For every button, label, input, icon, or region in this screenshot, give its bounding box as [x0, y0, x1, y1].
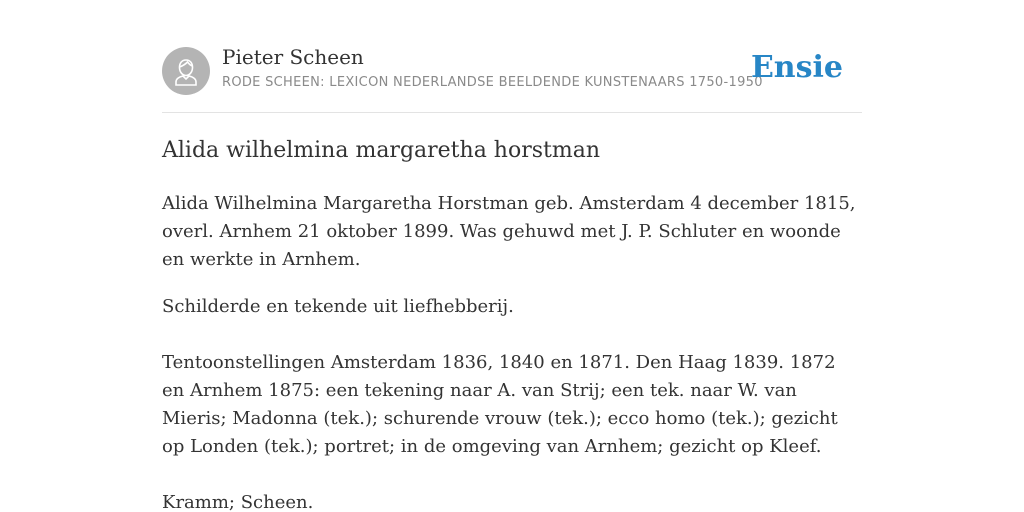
- author-avatar[interactable]: [162, 47, 210, 95]
- article-title: Alida wilhelmina margaretha horstman: [162, 138, 601, 163]
- ensie-logo[interactable]: Ensie: [750, 50, 843, 85]
- article-body: [162, 190, 862, 512]
- article-header: [162, 0, 862, 113]
- paragraph-practice: Schilderde en tekende uit liefhebberij.: [162, 296, 514, 317]
- source-title[interactable]: RODE SCHEEN: LEXICON NEDERLANDSE BEELDENDE KUNSTENAARS 1750-1950: [222, 75, 763, 90]
- paragraph-biography: Alida Wilhelmina Margaretha Horstman geb. Amsterdam 4 december 1815, overl. Arnhem 21 oktober 1899. Was gehuwd met J. P. Schluter en woonde en werkte in Arnhem.: [162, 193, 856, 270]
- paragraph-exhibitions: Tentoonstellingen Amsterdam 1836, 1840 en 1871. Den Haag 1839. 1872 en Arnhem 1875: een tekening naar A. van Strij; een tek. naar W. van Mieris; Madonna (tek.); schurende vrouw (tek.); ecco homo (tek.); gezicht op Londen (tek.); portret; in de omgeving van Arnhem; gezicht op Kleef.: [162, 352, 838, 457]
- author-name[interactable]: Pieter Scheen: [222, 45, 364, 69]
- article-card: [162, 0, 862, 512]
- paragraph-sources: Kramm; Scheen.: [162, 492, 314, 512]
- user-silhouette-icon: [162, 47, 210, 95]
